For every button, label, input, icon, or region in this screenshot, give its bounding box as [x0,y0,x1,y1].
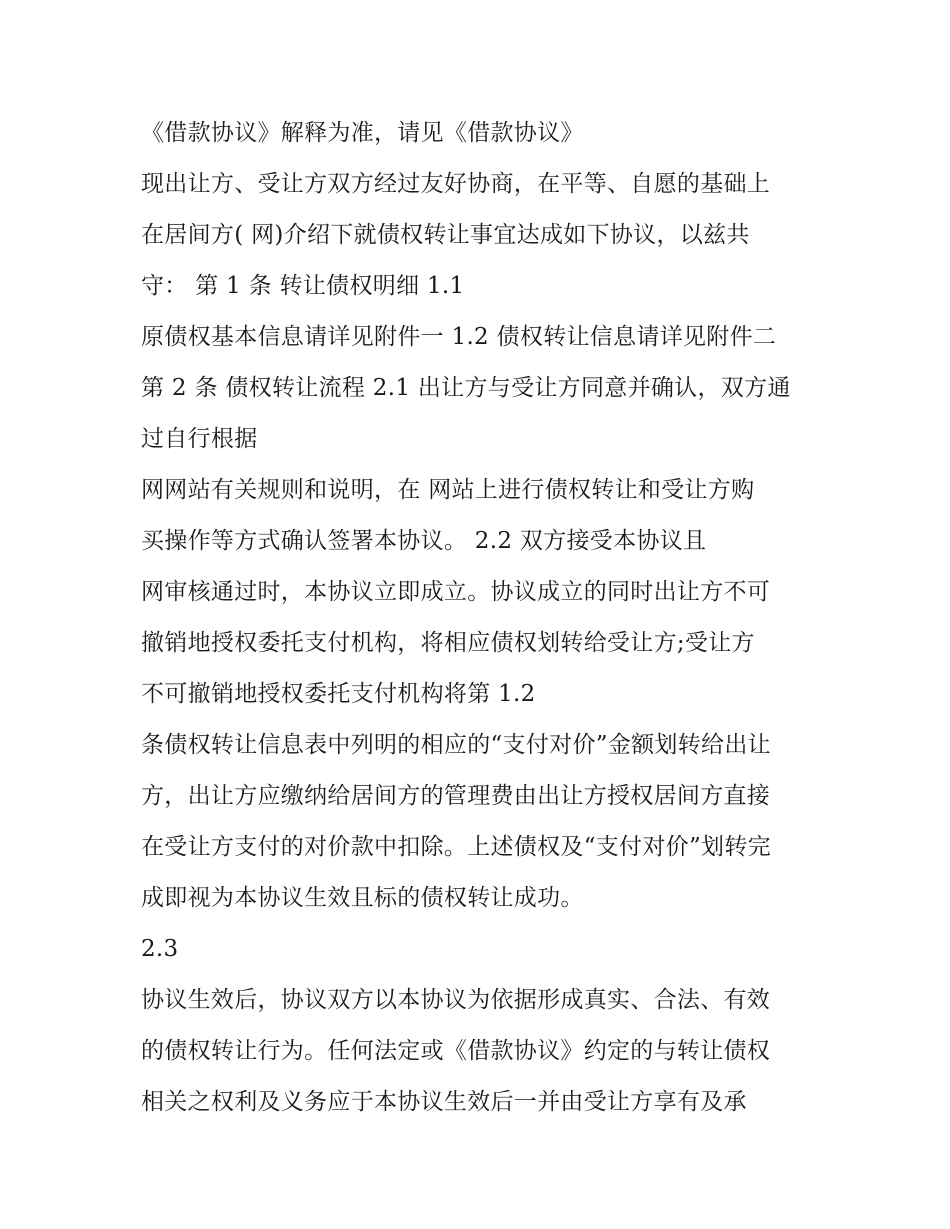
text-line: 撤销地授权委托支付机构，将相应债权划转给受让方;受让方 [141,630,755,656]
text-line: 在居间方( 网)介绍下就债权转让事宜达成如下协议，以兹共 [141,222,750,248]
text-line: 现出让方、受让方双方经过友好协商，在平等、自愿的基础上 [141,171,771,197]
text-line: 不可撤销地授权委托支付机构将第 1.2 [141,681,536,707]
text-line: 成即视为本协议生效且标的债权转让成功。 [141,885,584,911]
text-line: 网网站有关规则和说明，在 网站上进行债权转让和受让方购 [141,477,755,503]
text-line: 相关之权利及义务应于本协议生效后一并由受让方享有及承 [141,1089,747,1115]
text-line: 2.3 [141,936,179,962]
text-line: 过自行根据 [141,426,258,452]
text-line: 方，出让方应缴纳给居间方的管理费由出让方授权居间方直接 [141,783,771,809]
text-line: 条债权转让信息表中列明的相应的“支付对价”金额划转给出让 [141,732,771,758]
text-line: 买操作等方式确认签署本协议。 2.2 双方接受本协议且 [141,528,707,554]
document-body [141,108,821,1128]
text-line: 在受让方支付的对价款中扣除。上述债权及“支付对价”划转完 [141,834,771,860]
text-line: 协议生效后，协议双方以本协议为依据形成真实、合法、有效 [141,987,771,1013]
text-line: 网审核通过时，本协议立即成立。协议成立的同时出让方不可 [141,579,771,605]
text-line: 《借款协议》解释为准，请见《借款协议》 [141,120,584,146]
text-line: 第 2 条 债权转让流程 2.1 出让方与受让方同意并确认，双方通 [141,375,791,401]
text-line: 守： 第 1 条 转让债权明细 1.1 [141,273,465,299]
text-line: 原债权基本信息请详见附件一 1.2 债权转让信息请详见附件二 [141,324,777,350]
text-line: 的债权转让行为。任何法定或《借款协议》约定的与转让债权 [141,1038,771,1064]
